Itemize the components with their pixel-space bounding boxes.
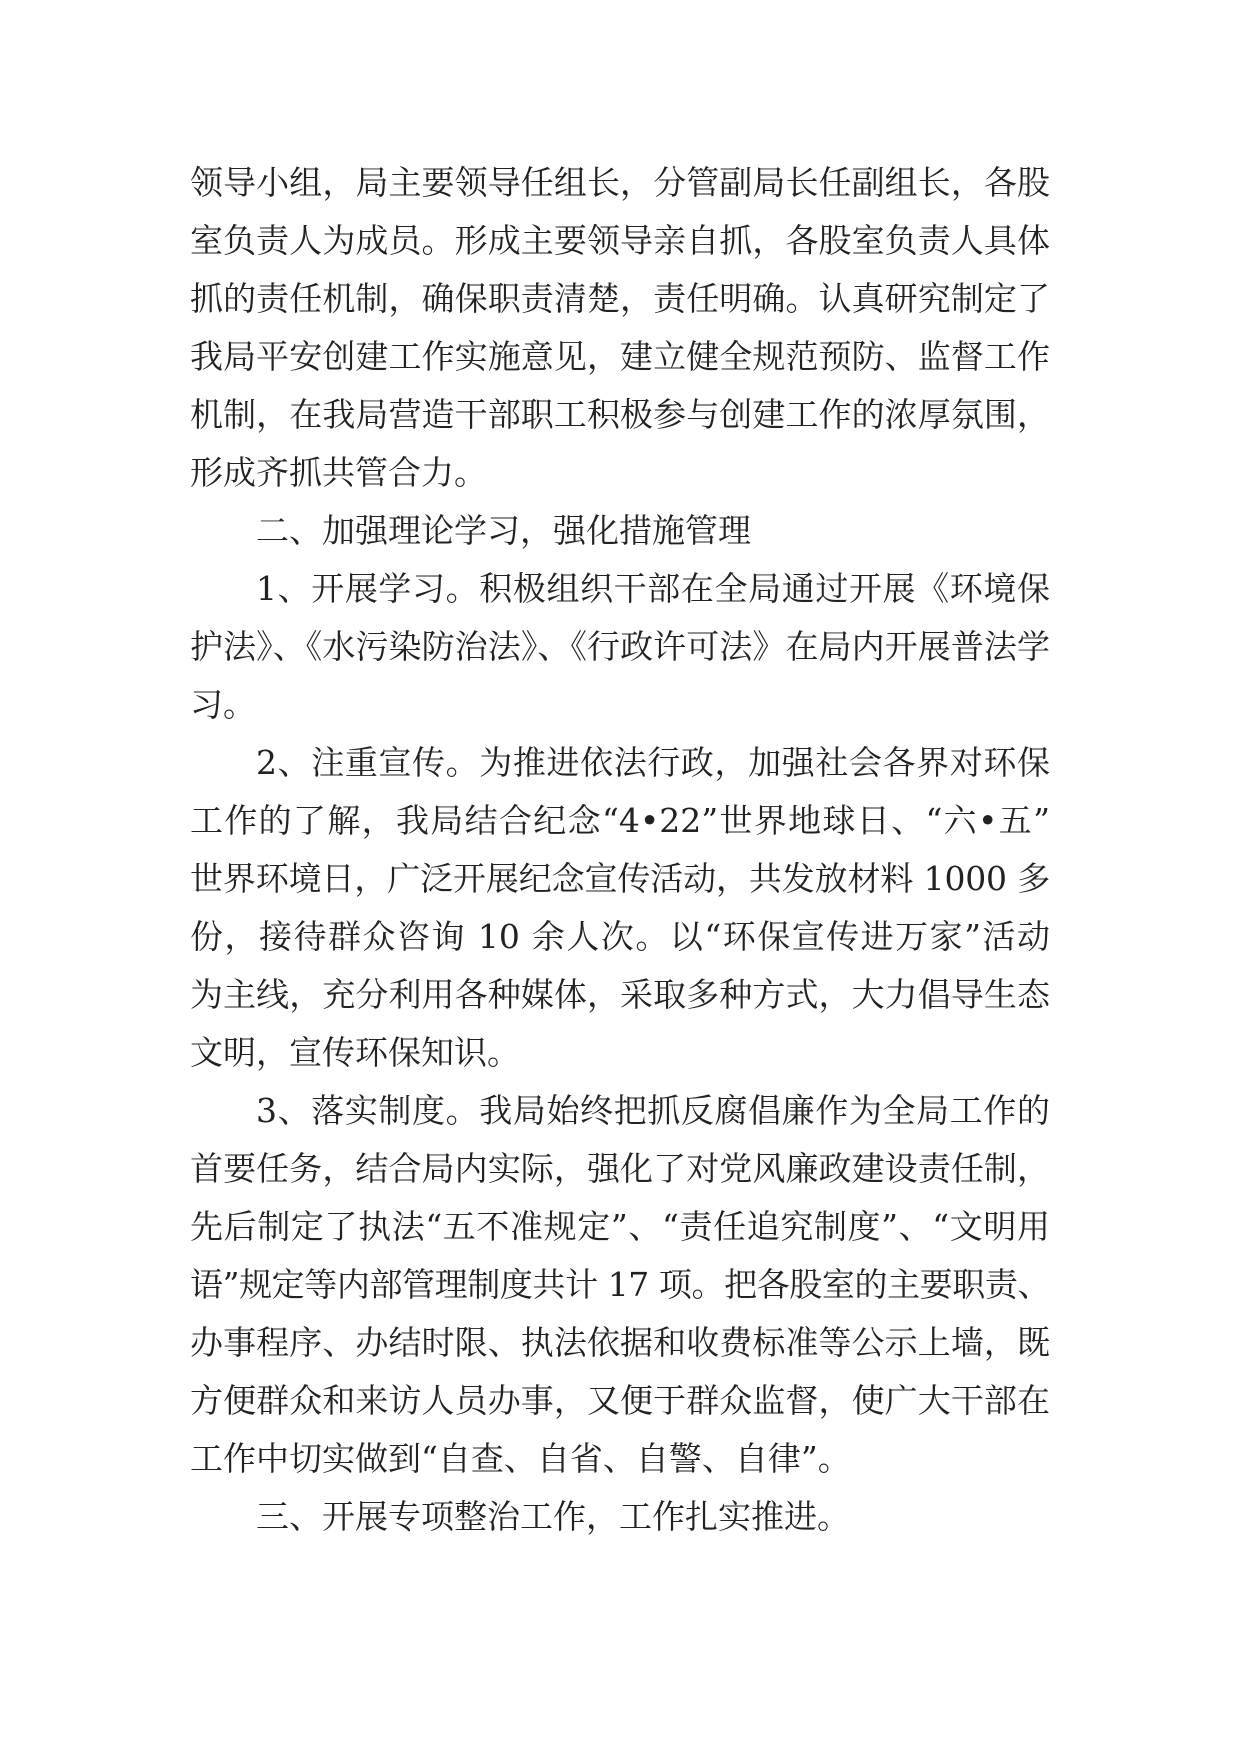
text-line: 我局平安创建工作实施意见，建立健全规范预防、监督工作 [190, 337, 1050, 376]
text-line: 方便群众和来访人员办事，又便于群众监督，使广大干部在 [190, 1381, 1050, 1420]
numbered-paragraph [190, 734, 1050, 1082]
text-line: 机制，在我局营造干部职工积极参与创建工作的浓厚氛围， [190, 395, 1050, 434]
numbered-paragraph [190, 1082, 1050, 1488]
text-line: 习。 [190, 685, 256, 724]
text-line: 为主线，充分利用各种媒体，采取多种方式，大力倡导生态 [190, 975, 1050, 1014]
text-line: 3、落实制度。我局始终把抓反腐倡廉作为全局工作的 [256, 1091, 1050, 1130]
paragraph [190, 154, 1050, 502]
section-heading [190, 1488, 1050, 1546]
text-line: 领导小组，局主要领导任组长，分管副局长任副组长，各股 [190, 163, 1050, 202]
text-line: 工作中切实做到“自查、自省、自警、自律”。 [190, 1439, 851, 1478]
text-line: 2、注重宣传。为推进依法行政，加强社会各界对环保 [256, 743, 1050, 782]
text-line: 二、加强理论学习，强化措施管理 [256, 511, 751, 550]
text-line: 份，接待群众咨询 10 余人次。以“环保宣传进万家”活动 [190, 917, 1050, 956]
text-line: 护法》、《水污染防治法》、《行政许可法》在局内开展普法学 [190, 627, 1050, 666]
numbered-paragraph [190, 560, 1050, 734]
document-body [190, 154, 1050, 1546]
text-line: 世界环境日，广泛开展纪念宣传活动，共发放材料 1000 多 [190, 859, 1050, 898]
text-line: 工作的了解，我局结合纪念“4•22”世界地球日、“六•五” [190, 801, 1050, 840]
section-heading [190, 502, 1050, 560]
text-line: 办事程序、办结时限、执法依据和收费标准等公示上墙，既 [190, 1323, 1050, 1362]
text-line: 先后制定了执法“五不准规定”、“责任追究制度”、“文明用 [190, 1207, 1050, 1246]
text-line: 形成齐抓共管合力。 [190, 453, 487, 492]
text-line: 文明，宣传环保知识。 [190, 1033, 520, 1072]
text-line: 抓的责任机制，确保职责清楚，责任明确。认真研究制定了 [190, 279, 1050, 318]
text-line: 1、开展学习。积极组织干部在全局通过开展《环境保 [256, 569, 1050, 608]
text-line: 首要任务，结合局内实际，强化了对党风廉政建设责任制， [190, 1149, 1050, 1188]
text-line: 语”规定等内部管理制度共计 17 项。把各股室的主要职责、 [190, 1265, 1050, 1304]
text-line: 室负责人为成员。形成主要领导亲自抓，各股室负责人具体 [190, 221, 1050, 260]
text-line: 三、开展专项整治工作，工作扎实推进。 [256, 1497, 850, 1536]
